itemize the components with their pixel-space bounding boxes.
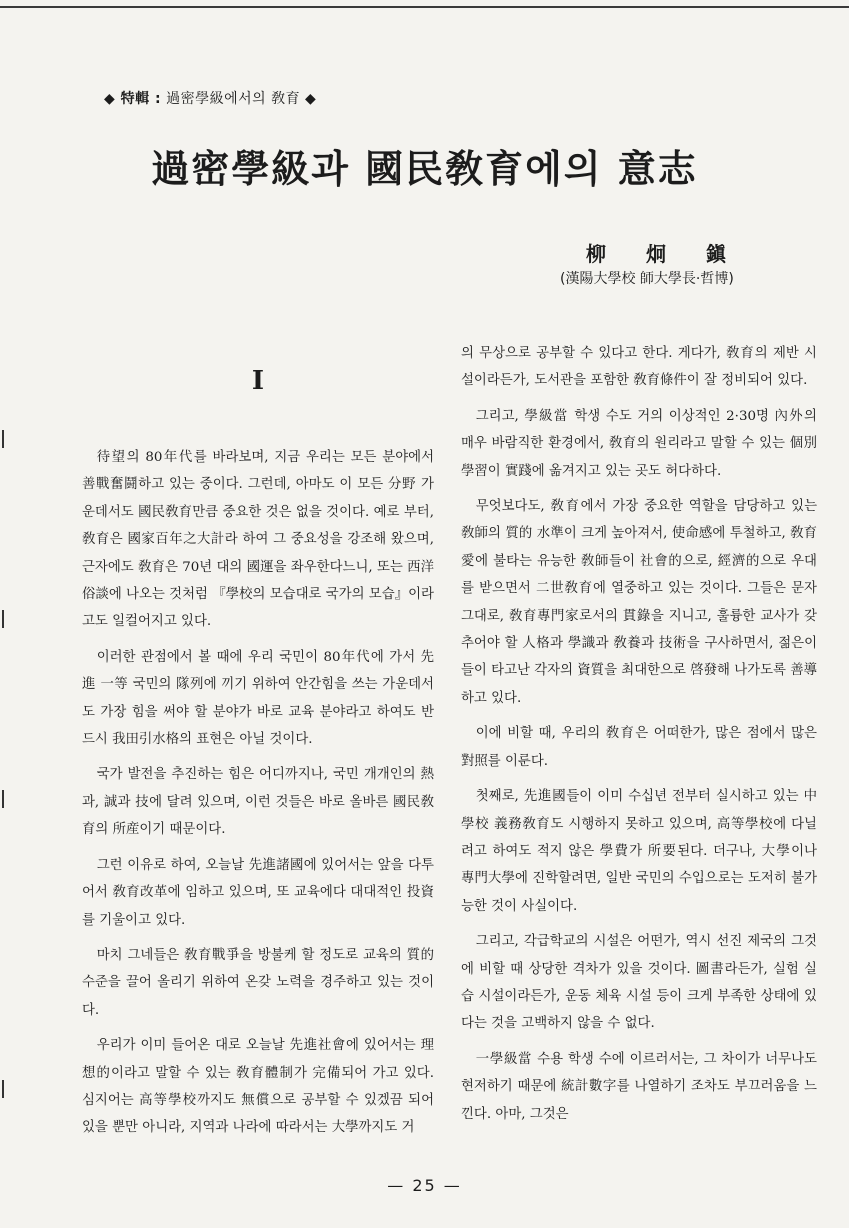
left-column xyxy=(82,340,434,1150)
author-affiliation: (漢陽大學校 師大學長·哲博) xyxy=(560,271,734,287)
feature-kicker xyxy=(104,88,316,108)
scan-margin-mark xyxy=(2,790,4,808)
page-number: — 25 — xyxy=(387,1176,462,1195)
paragraph: 마치 그네들은 敎育戰爭을 방불케 할 정도로 교육의 質的 수준을 끌어 올리기 위하여 온갖 노력을 경주하고 있는 것이다. xyxy=(82,947,434,1018)
paragraph: 이에 비할 때, 우리의 敎育은 어떠한가, 많은 점에서 많은 對照를 이룬다. xyxy=(461,726,817,769)
kicker-prefix: ◆ 特輯 : xyxy=(104,91,162,107)
scan-margin-mark xyxy=(2,1080,4,1098)
kicker-topic: 過密學級에서의 敎育 ◆ xyxy=(166,91,317,107)
scan-margin-mark xyxy=(2,430,4,448)
paragraph-continued: 의 무상으로 공부할 수 있다고 한다. 게다가, 敎育의 제반 시설이라든가, 도서관을 포함한 敎育條件이 잘 정비되어 있다. xyxy=(461,346,817,389)
paragraph: 그런 이유로 하여, 오늘날 先進諸國에 있어서는 앞을 다투어서 敎育改革에 임하고 있으며, 또 교육에다 대대적인 投資를 기울이고 있다. xyxy=(82,857,434,928)
paragraph: 우리가 이미 들어온 대로 오늘날 先進社會에 있어서는 理想的이라고 말할 수 있는 敎育體制가 完備되어 가고 있다. 심지어는 高等學校까지도 無償으로 공부할 수 있겠끔 되어 있을 뿐만 아니라, 지역과 나라에 따라서는 大學까지도 거 xyxy=(82,1038,434,1136)
paragraph: 그리고, 각급학교의 시설은 어떤가, 역시 선진 제국의 그것에 비할 때 상당한 격차가 있을 것이다. 圖書라든가, 실험 실습 시설이라든가, 운동 체육 시설 등이 크게 부족한 상태에 있다는 것을 고백하지 않을 수 없다. xyxy=(461,934,817,1032)
author-name: 柳炯鎭 xyxy=(586,242,766,266)
paragraph: 국가 발전을 추진하는 힘은 어디까지나, 국민 개개인의 熱과, 誠과 技에 달려 있으며, 이런 것들은 바로 올바른 國民敎育의 所産이기 때문이다. xyxy=(82,767,434,838)
top-rule xyxy=(0,6,849,8)
section-number: I xyxy=(251,366,265,396)
scan-margin-mark xyxy=(2,610,4,628)
paragraph: 그리고, 學級當 학생 수도 거의 이상적인 2·30명 內外의 매우 바람직한 환경에서, 敎育의 원리라고 말할 수 있는 個別學習이 實踐에 옮겨지고 있는 곳도 허다하다. xyxy=(461,408,817,479)
paragraph: 무엇보다도, 敎育에서 가장 중요한 역할을 담당하고 있는 敎師의 質的 水準이 크게 높아져서, 使命感에 투철하고, 敎育愛에 불타는 유능한 敎師들이 社會的으로, 經濟的으로 우대를 받으면서 二世敎育에 열중하고 있는 것이다. 그들은 문자 그대로, 敎育專門家로서의 貫錄을 지니고, 훌륭한 교사가 갖추어야 할 人格과 學識과 敎養과 技術을 구사하면서, 젊은이들이 타고난 각자의 資質을 최대한으로 啓發해 나가도록 善導하고 있다. xyxy=(461,499,817,706)
paragraph: 待望의 80年代를 바라보며, 지금 우리는 모든 분야에서 善戰奮鬪하고 있는 중이다. 그런데, 아마도 이 모든 分野 가운데서도 國民敎育만큼 중요한 것은 없을 것이다. 예로 부터, 敎育은 國家百年之大計라 하여 그 중요성을 강조해 왔으며, 근자에도 敎育은 70년 대의 國運을 좌우한다느니, 또는 西洋俗談에 나오는 것처럼 『學校의 모습대로 국가의 모습』이라고도 일컬어지고 있다. xyxy=(82,450,434,630)
paragraph: 첫째로, 先進國들이 이미 수십년 전부터 실시하고 있는 中學校 義務敎育도 시행하지 못하고 있으며, 高等學校에 다닐려고 하여도 적지 않은 學費가 所要된다. 더구나, 大學이나 專門大學에 진학할려면, 일반 국민의 수입으로는 도저히 불가능한 것이 사실이다. xyxy=(461,789,817,914)
paragraph: 이러한 관점에서 볼 때에 우리 국민이 80年代에 가서 先進 一等 국민의 隊列에 끼기 위하여 안간힘을 쓰는 가운데서도 가장 힘을 써야 할 분야가 바로 교육 분야라고 하여도 반드시 我田引水格의 표현은 아닐 것이다. xyxy=(82,649,434,748)
paragraph: 一學級當 수용 학생 수에 이르러서는, 그 차이가 너무나도 현저하기 때문에 統計數字를 나열하기 조차도 부끄러움을 느낀다. 아마, 그것은 xyxy=(461,1051,817,1122)
right-column xyxy=(461,340,817,1136)
article-title: 過密學級과 國民敎育에의 意志 xyxy=(151,146,698,191)
